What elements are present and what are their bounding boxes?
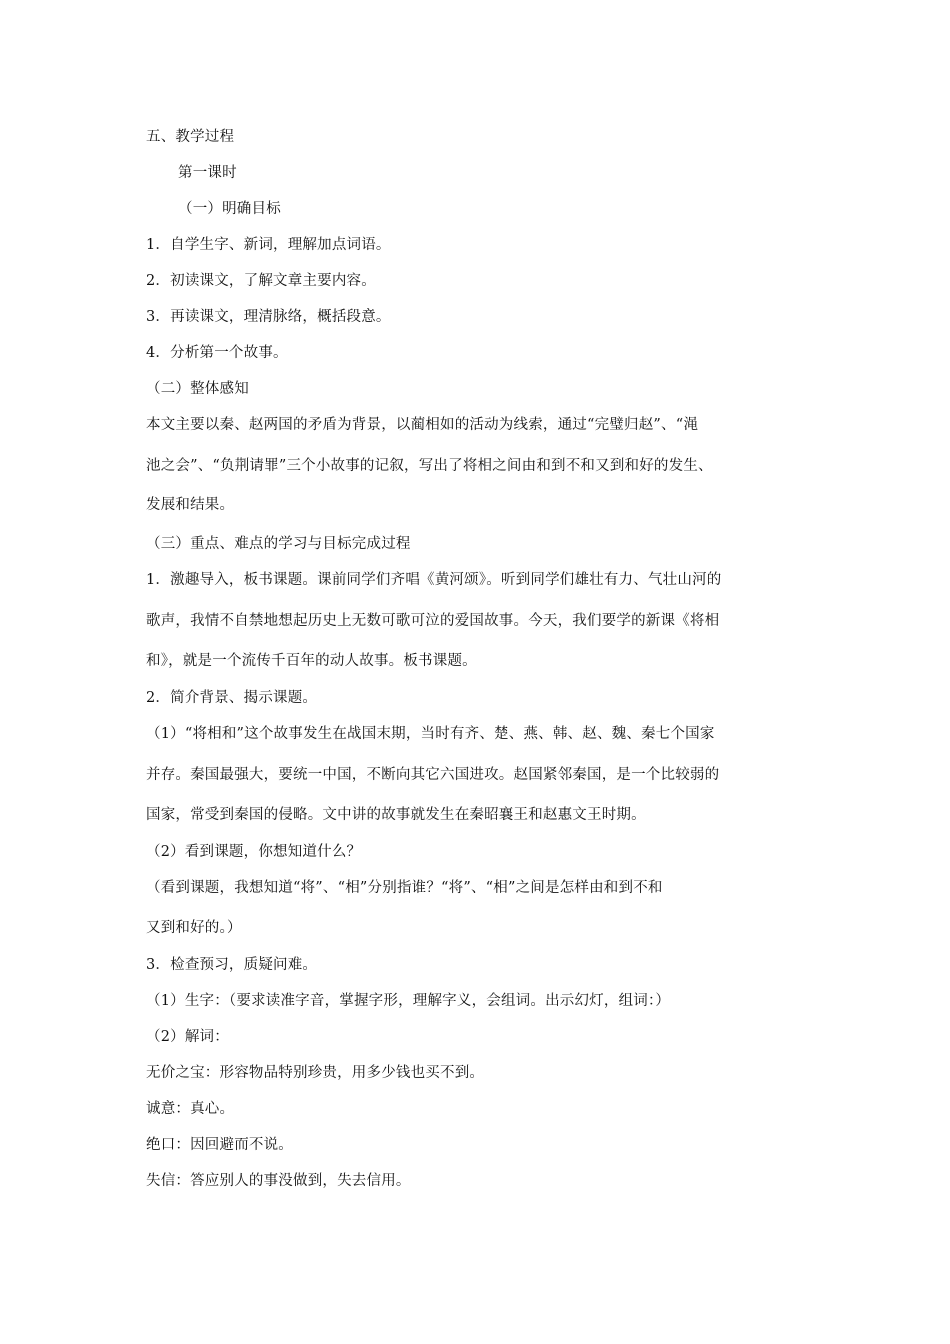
paragraph-line: 歌声，我情不自禁地想起历史上无数可歌可泣的爱国故事。今天，我们要学的新课《将相 xyxy=(146,613,720,629)
subheading-key-points: （三）重点、难点的学习与目标完成过程 xyxy=(146,536,411,552)
objective-item-2: 2．初读课文，了解文章主要内容。 xyxy=(146,273,376,289)
paragraph-line: 并存。秦国最强大，要统一中国，不断向其它六国进攻。赵国紧邻秦国，是一个比较弱的 xyxy=(146,767,720,783)
paragraph-line: 本文主要以秦、赵两国的矛盾为背景，以蔺相如的活动为线索，通过“完璧归赵”、“渑 xyxy=(146,417,699,433)
paragraph-line: （1）“将相和”这个故事发生在战国末期，当时有齐、楚、燕、韩、赵、魏、秦七个国家 xyxy=(146,726,715,742)
lesson-heading: 第一课时 xyxy=(178,165,237,181)
step-heading-3: 3．检查预习，质疑问难。 xyxy=(146,957,318,973)
paragraph-line: （2）看到课题，你想知道什么？ xyxy=(146,844,362,860)
paragraph-line: 国家，常受到秦国的侵略。文中讲的故事就发生在秦昭襄王和赵惠文王时期。 xyxy=(146,807,646,823)
paragraph-line: （看到课题，我想知道“将”、“相”分别指谁？“将”、“相”之间是怎样由和到不和 xyxy=(146,880,663,896)
vocab-item: 失信：答应别人的事没做到，失去信用。 xyxy=(146,1173,411,1189)
section-heading-teaching-process: 五、教学过程 xyxy=(146,129,235,145)
paragraph-line: 发展和结果。 xyxy=(146,497,235,513)
objective-item-1: 1．自学生字、新词，理解加点词语。 xyxy=(146,237,391,253)
objective-item-4: 4．分析第一个故事。 xyxy=(146,345,288,361)
paragraph-line: 1．激趣导入，板书课题。课前同学们齐唱《黄河颂》。听到同学们雄壮有力、气壮山河的 xyxy=(146,572,722,588)
subheading-objectives: （一）明确目标 xyxy=(178,201,281,217)
step-heading-2: 2．简介背景、揭示课题。 xyxy=(146,690,318,706)
paragraph-line: （1）生字：（要求读准字音，掌握字形，理解字义，会组词。出示幻灯，组词：） xyxy=(146,993,671,1009)
subheading-overview: （二）整体感知 xyxy=(146,381,249,397)
vocab-item: 绝口：因回避而不说。 xyxy=(146,1137,293,1153)
vocab-item: 无价之宝：形容物品特别珍贵，用多少钱也买不到。 xyxy=(146,1065,485,1081)
paragraph-line: 和》，就是一个流传千百年的动人故事。板书课题。 xyxy=(146,653,477,669)
paragraph-line: （2）解词： xyxy=(146,1029,229,1045)
paragraph-line: 又到和好的。） xyxy=(146,920,242,936)
vocab-item: 诚意：真心。 xyxy=(146,1101,235,1117)
objective-item-3: 3．再读课文，理清脉络，概括段意。 xyxy=(146,309,391,325)
paragraph-line: 池之会”、“负荆请罪”三个小故事的记叙，写出了将相之间由和到不和又到和好的发生、 xyxy=(146,458,713,474)
